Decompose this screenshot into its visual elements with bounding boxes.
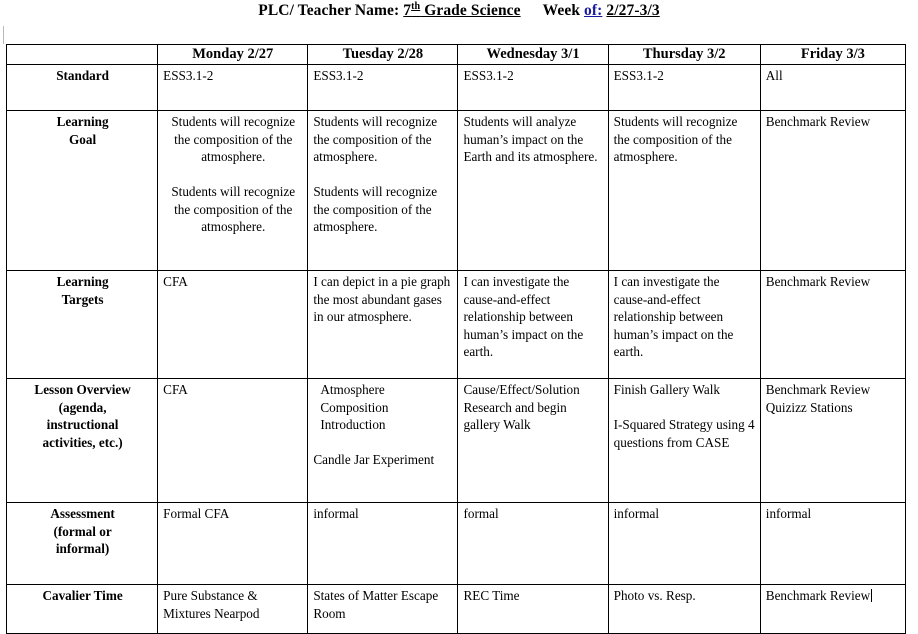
cell-paragraph: Pure Substance & Mixtures Nearpod [163, 588, 260, 621]
row-label-learning_goal [7, 111, 158, 271]
subject-name: Grade Science [420, 2, 521, 19]
row-label-line: Assessment [50, 506, 115, 521]
row-label-learning_targets [7, 271, 158, 379]
cell-paragraph: ESS3.1-2 [163, 68, 214, 83]
grade-ordinal-suffix: th [411, 0, 421, 12]
cell-paragraph: REC Time [463, 588, 520, 603]
cell-standard-thursday[interactable] [608, 65, 760, 111]
cell-paragraph: Benchmark Review Quizizz Stations [765, 382, 871, 415]
row-label-line: Lesson Overview [34, 382, 131, 397]
table-row [7, 503, 906, 585]
cell-paragraph: Benchmark Review [765, 114, 871, 129]
cell-learning_targets-wednesday[interactable] [458, 271, 608, 379]
cell-paragraph: Cause/Effect/Solution Research and begin gallery Walk [463, 382, 580, 433]
cell-lesson_overview-friday[interactable] [760, 379, 905, 503]
cell-learning_goal-tuesday[interactable] [308, 111, 458, 271]
week-of-label: of: [584, 2, 603, 19]
cell-paragraph: Atmosphere Composition Introduction [320, 382, 389, 433]
row-label-line: Learning [56, 274, 109, 289]
row-label-line: instructional [46, 417, 119, 433]
week-label: Week [542, 2, 585, 19]
row-label-lesson_overview [7, 379, 158, 503]
table-row [7, 271, 906, 379]
cell-paragraph: I can depict in a pie graph the most abundant gases in our atmosphere. [313, 274, 451, 325]
cell-learning_targets-monday[interactable] [158, 271, 308, 379]
column-header-monday: Monday 2/27 [158, 45, 308, 65]
cell-assessment-thursday[interactable] [608, 503, 760, 585]
cell-cavalier_time-wednesday[interactable] [458, 585, 608, 634]
row-label-line: (formal or [53, 523, 112, 539]
table-corner-cell [7, 45, 158, 65]
cell-learning_goal-thursday[interactable] [608, 111, 760, 271]
cell-paragraph: Candle Jar Experiment [313, 452, 435, 468]
cell-paragraph: Students will recognize the composition of the atmosphere. [613, 114, 738, 165]
table-row [7, 65, 906, 111]
cell-lesson_overview-tuesday[interactable] [308, 379, 458, 503]
cell-paragraph: Photo vs. Resp. [613, 588, 696, 603]
row-label-line: (agenda, [58, 399, 107, 415]
cell-paragraph: formal [463, 506, 499, 521]
cell-assessment-monday[interactable] [158, 503, 308, 585]
cell-lesson_overview-wednesday[interactable] [458, 379, 608, 503]
cell-assessment-friday[interactable] [760, 503, 905, 585]
cell-standard-wednesday[interactable] [458, 65, 608, 111]
cell-paragraph: CFA [163, 382, 188, 397]
cell-paragraph: Students will recognize the composition of the atmosphere. [313, 184, 438, 235]
blank-line [313, 434, 453, 452]
column-header-wednesday: Wednesday 3/1 [458, 45, 608, 65]
cell-paragraph: ESS3.1-2 [463, 68, 514, 83]
row-label-line: Learning [56, 114, 109, 129]
cell-paragraph: Benchmark Review [765, 274, 871, 289]
column-header-friday: Friday 3/3 [760, 45, 905, 65]
cell-learning_goal-friday[interactable] [760, 111, 905, 271]
cell-standard-monday[interactable] [158, 65, 308, 111]
cell-standard-friday[interactable] [760, 65, 905, 111]
text-cursor [871, 589, 872, 602]
cell-paragraph: informal [765, 506, 812, 521]
cell-paragraph: CFA [163, 274, 188, 289]
cell-paragraph: informal [313, 506, 359, 521]
cell-paragraph: Finish Gallery Walk [613, 382, 721, 397]
cell-paragraph: I can investigate the cause-and-effect relationship between human’s impact on the earth. [613, 274, 734, 360]
row-label-cavalier_time: Cavalier Time [7, 585, 158, 634]
cell-paragraph: I-Squared Strategy using 4 questions from CASE [613, 417, 755, 450]
blank-line [163, 166, 303, 184]
table-row [7, 111, 906, 271]
cell-assessment-wednesday[interactable] [458, 503, 608, 585]
week-range-value: 2/27-3/3 [606, 2, 660, 19]
cell-lesson_overview-thursday[interactable] [608, 379, 760, 503]
cell-paragraph: Students will recognize the composition of the atmosphere. [171, 184, 296, 235]
cell-paragraph: Students will analyze human’s impact on the Earth and its atmosphere. [463, 114, 598, 165]
column-header-thursday: Thursday 3/2 [608, 45, 760, 65]
row-label-line: Targets [61, 291, 104, 307]
cell-learning_goal-monday[interactable] [158, 111, 308, 271]
cell-cavalier_time-monday[interactable] [158, 585, 308, 634]
row-label-line: informal) [55, 541, 110, 557]
weekly-plan-table [6, 44, 906, 634]
cell-cavalier_time-tuesday[interactable] [308, 585, 458, 634]
table-row [7, 585, 906, 634]
cell-learning_goal-wednesday[interactable] [458, 111, 608, 271]
teacher-name-value [403, 2, 520, 19]
cell-paragraph: Benchmark Review [765, 588, 871, 603]
row-label-line: Goal [69, 131, 97, 147]
cell-paragraph: Students will recognize the composition of the atmosphere. [313, 114, 438, 165]
cell-paragraph: I can investigate the cause-and-effect relationship between human’s impact on the earth. [463, 274, 584, 360]
cell-paragraph: ESS3.1-2 [313, 68, 364, 83]
cell-standard-tuesday[interactable] [308, 65, 458, 111]
table-row [7, 379, 906, 503]
cell-learning_targets-friday[interactable] [760, 271, 905, 379]
cell-assessment-tuesday[interactable] [308, 503, 458, 585]
row-label-standard: Standard [7, 65, 158, 111]
blank-line [614, 399, 756, 417]
cell-cavalier_time-friday[interactable] [760, 585, 905, 634]
cell-paragraph: Students will recognize the composition of the atmosphere. [171, 114, 296, 165]
grade-number: 7 [403, 2, 412, 19]
cell-learning_targets-tuesday[interactable] [308, 271, 458, 379]
blank-line [313, 166, 453, 184]
document-title [0, 2, 918, 20]
cell-paragraph: informal [613, 506, 660, 521]
cell-learning_targets-thursday[interactable] [608, 271, 760, 379]
title-prefix: PLC/ Teacher Name: [258, 2, 404, 19]
column-header-tuesday: Tuesday 2/28 [308, 45, 458, 65]
cell-paragraph: All [765, 68, 783, 83]
cell-lesson_overview-monday[interactable] [158, 379, 308, 503]
cell-paragraph: States of Matter Escape Room [313, 588, 439, 621]
cell-paragraph: Formal CFA [163, 506, 230, 521]
row-label-line: activities, etc.) [42, 434, 123, 450]
cell-paragraph: ESS3.1-2 [613, 68, 664, 83]
cell-cavalier_time-thursday[interactable] [608, 585, 760, 634]
page-margin-guide [3, 26, 4, 44]
row-label-assessment [7, 503, 158, 585]
table-header-row [7, 45, 906, 65]
